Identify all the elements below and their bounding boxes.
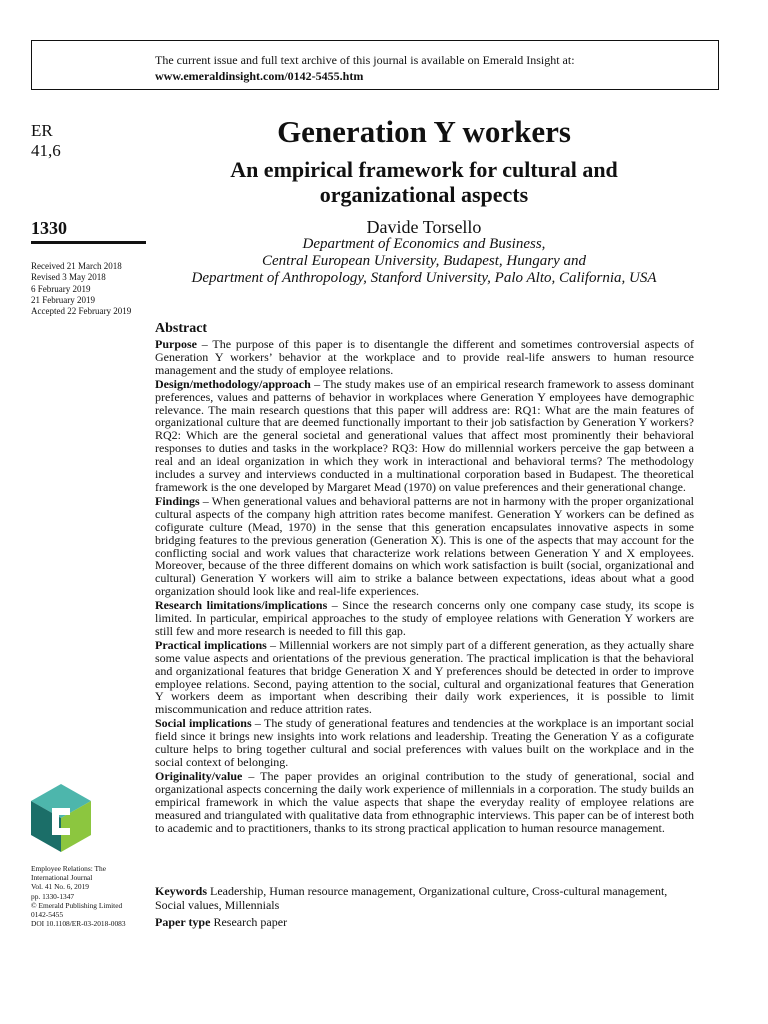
journal-volume-block <box>31 121 61 161</box>
abstract-section-design <box>155 378 694 494</box>
section-label: Practical implications <box>155 637 267 652</box>
section-text: – When generational values and behavioral patterns are not in harmony with the proper organizational cultural aspects of the company high attrition rates become manifest. Generation Y workers can be defined as cofigurate culture (Mead, 1970) in the sense that this generation encapsulates innovative aspects in some bridging features to the previous generation (Generation X). This is one of the aspects that may account for the conflicting social and work values that characterize work relations between Generation Y and X employees. Moreover, because of the three different domains on which work satisfaction is built (social, organizational and cultural) Generation Y workers will aim to strike a balance between expectations, ideas about what a good organization should look like and real-life experiences. <box>155 493 694 599</box>
keywords-label: Keywords <box>155 884 207 898</box>
article-title: Generation Y workers <box>277 114 571 149</box>
section-text: – The study makes use of an empirical research framework to assess dominant preferences, values and patterns of behavior in workplaces where Generation Y employees have demographic relevance. The main research questions that this paper will address are: RQ1: What are the main features of organizational culture that are deemed functionally important to their job satisfaction by Generation Y workers? RQ2: Which are the general societal and generational values that affect most prominently their behavioral responses to duties and tasks in the workplace? RQ3: How do millennial workers perceive the gap between a real and an ideal organization in which they work in interactional and behavioral terms? The methodology includes a survey and interviews conducted in a multinational corporation based in Budapest. The theoretical framework is the one developed by Margaret Mead (1970) on value preferences and their generational change. <box>155 376 694 494</box>
affiliation-line: Department of Anthropology, Stanford University, Palo Alto, California, USA <box>191 270 657 286</box>
paper-type <box>155 915 287 930</box>
meta-line: Employee Relations: The <box>31 864 106 873</box>
page-number: 1330 <box>31 218 67 238</box>
section-label: Originality/value <box>155 768 243 783</box>
date-line: 21 February 2019 <box>31 294 95 305</box>
journal-url[interactable]: www.emeraldinsight.com/0142-5455.htm <box>155 69 364 83</box>
journal-meta <box>31 864 126 928</box>
paper-type-label: Paper type <box>155 915 211 929</box>
section-label: Design/methodology/approach <box>155 376 311 391</box>
date-line: Accepted 22 February 2019 <box>31 306 132 317</box>
journal-abbr: ER <box>31 121 53 140</box>
article-subtitle <box>154 157 694 207</box>
keywords <box>155 884 694 912</box>
abstract-section-social <box>155 717 694 769</box>
section-text: – The study of generational features and tendencies at the workplace is an important social field since it brings new insights into work relations and leadership. Treating the Generation Y as a cofigurate culture helps to bring together cultural and social preferences with values built on the workplace and in the social context of belonging. <box>155 716 694 769</box>
meta-line: DOI 10.1108/ER-03-2018-0083 <box>31 919 126 929</box>
section-label: Purpose <box>155 337 197 351</box>
author-affiliation <box>154 236 694 287</box>
abstract-section-purpose <box>155 338 694 377</box>
meta-line: Vol. 41 No. 6, 2019 <box>31 882 89 892</box>
abstract-section-findings <box>155 495 694 598</box>
author-name: Davide Torsello <box>366 217 482 237</box>
emerald-logo-icon <box>31 784 91 852</box>
received-dates <box>31 261 131 317</box>
subtitle-line: organizational aspects <box>319 182 529 207</box>
journal-availability-box <box>31 40 719 90</box>
keywords-text: Leadership, Human resource management, Organizational culture, Cross-cultural management, Social values, Millennials <box>155 884 668 912</box>
availability-text: The current issue and full text archive of this journal is available on Emerald Insight at: <box>155 53 575 67</box>
section-text: – Millennial workers are not simply part of a different generation, as they actually share some value aspects and orientations of the previous generation. The practical implication is that the behavioral and organizational features that bridge Generation X and Y preferences should be detected in order to improve employee relations. Second, paying attention to the social, cultural and organizational features that Generation Y workers deem as important when describing their daily work experiences, it is possible to limit miscommunication and reduce attrition rates. <box>155 637 694 717</box>
page-number-rule <box>31 241 146 244</box>
section-text: – Since the research concerns only one company case study, its scope is limited. In particular, empirical approaches to the study of employee relations with Generation Y workers are still few and more research is needed to fill this gap. <box>155 598 694 638</box>
date-line: 6 February 2019 <box>31 283 91 294</box>
affiliation-line: Central European University, Budapest, Hungary and <box>262 253 586 269</box>
meta-line: pp. 1330-1347 <box>31 891 75 901</box>
meta-line: International Journal <box>31 873 93 883</box>
date-line: Received 21 March 2018 <box>31 261 122 271</box>
meta-line: 0142-5455 <box>31 910 64 920</box>
paper-type-text: Research paper <box>210 915 288 929</box>
volume-issue: 41,6 <box>31 141 61 160</box>
subtitle-line: An empirical framework for cultural and <box>230 157 618 182</box>
abstract-section-originality <box>155 770 694 835</box>
section-label: Findings <box>155 493 200 508</box>
section-text: – The paper provides an original contribution to the study of generational, social and organizational aspects concerning the daily work experience of millennials in a corporation. The study builds an empirical framework in which the value aspects that shape the everyday reality of employee relations are measured and triangulated with qualitative data from ethnographic interviews. This paper can be of interest both to academic and to practitioners, thanks to its strong practical application to human resource management. <box>155 768 694 835</box>
date-line: Revised 3 May 2018 <box>31 272 106 283</box>
section-label: Social implications <box>155 716 252 731</box>
meta-line: © Emerald Publishing Limited <box>31 900 123 910</box>
section-text: – The purpose of this paper is to disentangle the different and sometimes controversial aspects of Generation Y workers’ behavior at the workplace and to provide real-life answers to human resource management and the study of employee relations. <box>155 337 694 377</box>
section-label: Research limitations/implications <box>155 598 328 613</box>
affiliation-line: Department of Economics and Business, <box>302 236 546 252</box>
abstract-body <box>155 338 694 835</box>
abstract-section-limitations <box>155 599 694 638</box>
abstract-heading: Abstract <box>155 321 208 336</box>
abstract-section-practical <box>155 639 694 716</box>
